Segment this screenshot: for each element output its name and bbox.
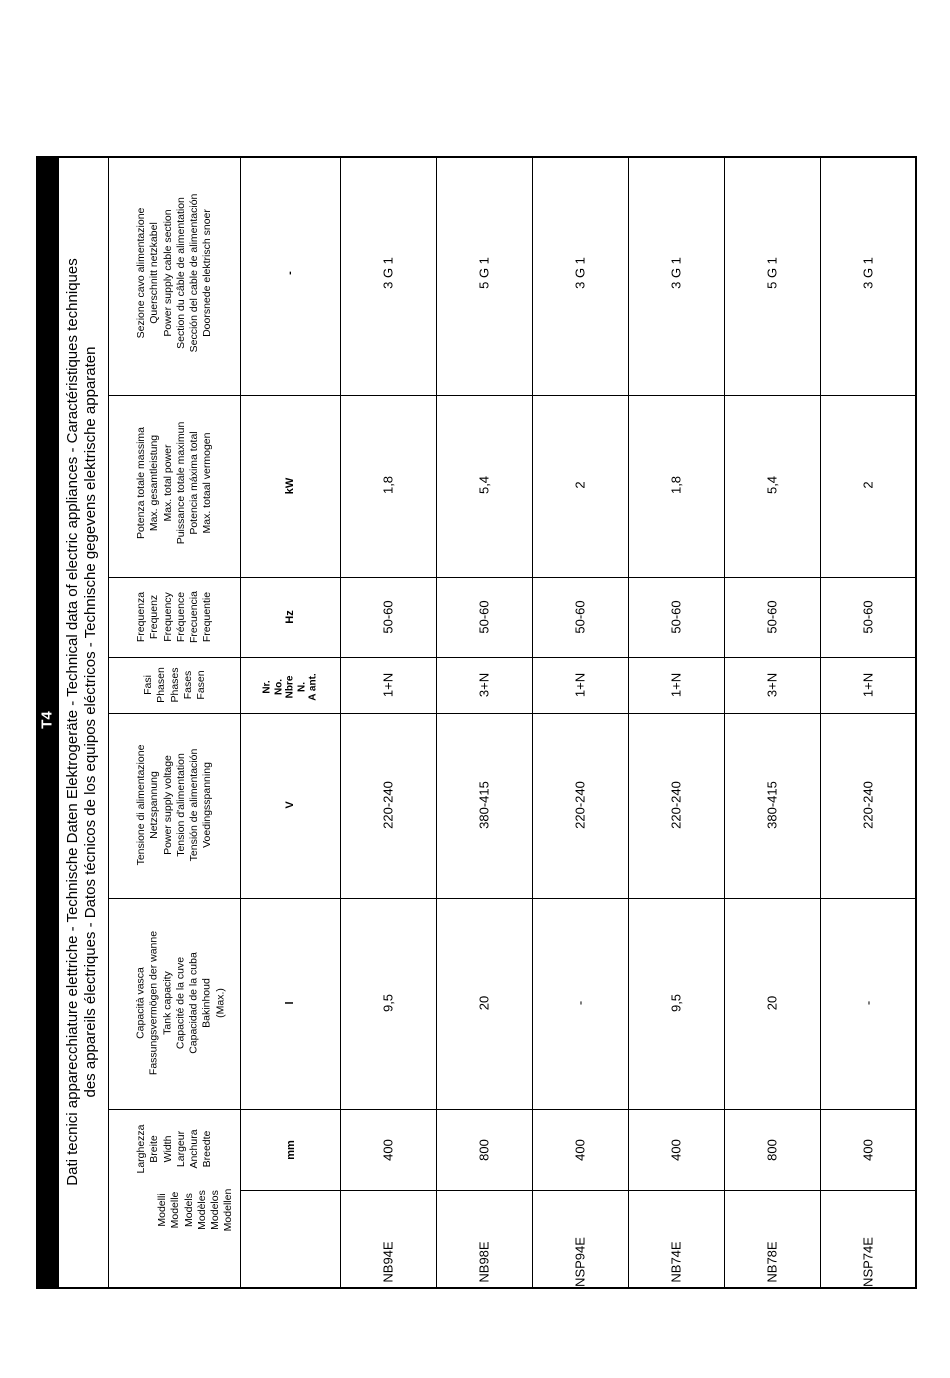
model-name: NB74E xyxy=(668,1241,684,1283)
cell-phases: 3+N xyxy=(764,672,780,698)
grid-line xyxy=(108,156,109,1289)
cell-power: 5,4 xyxy=(764,475,780,495)
header-voltage: Tensione di alimentazione Netzspannung Power supply voltage Tension d'alimentation Tensión de alimentación Voedingsspanning xyxy=(135,744,214,866)
cell-cable: 3 G 1 xyxy=(860,257,876,289)
cell-phases: 1+N xyxy=(380,672,396,698)
grid-line xyxy=(820,156,821,1289)
cell-width: 400 xyxy=(668,1139,684,1161)
header-power: Potenza totale massima Max. gesamtleistung Max. total power Puissance totale maximun Potencia máxima total Max. totaal vermogen xyxy=(135,421,214,545)
model-name: NB78E xyxy=(764,1241,780,1283)
cell-width: 400 xyxy=(860,1139,876,1161)
cell-tank: 9,5 xyxy=(668,993,684,1013)
cell-power: 1,8 xyxy=(668,475,684,495)
cell-voltage: 220-240 xyxy=(860,781,876,829)
grid-line xyxy=(108,713,917,714)
unit-power: kW xyxy=(284,477,296,495)
cell-phases: 1+N xyxy=(572,672,588,698)
cell-power: 2 xyxy=(572,481,588,489)
cell-cable: 3 G 1 xyxy=(380,257,396,289)
cell-frequency: 50-60 xyxy=(668,600,684,634)
grid-line xyxy=(340,156,341,1289)
cell-frequency: 50-60 xyxy=(860,600,876,634)
header-tank-capacity: Capacità vasca Fassungsvermögen der wanne Tank capacity Capacité de la cuve Capacidad de la cuba Bakinhoud (Max.) xyxy=(134,930,227,1076)
table-title-line-2: des appareils électriques - Datos técnicos de los equipos eléctricos - Technische gegevens elektrische apparaten xyxy=(82,346,99,1098)
cell-power: 5,4 xyxy=(476,475,492,495)
header-cable-section: Sezione cavo alimentazione Querschnitt netzkabel Power supply cable section Section du câble de alimentation Sección del cable de alimentación Doorsnede elektrisch snoer xyxy=(135,193,214,353)
unit-cable: - xyxy=(284,271,296,275)
cell-phases: 3+N xyxy=(476,672,492,698)
grid-line xyxy=(108,395,917,396)
header-phases: Fasi Phasen Phases Fases Fasen xyxy=(141,667,207,703)
cell-width: 400 xyxy=(572,1139,588,1161)
cell-tank: - xyxy=(572,1000,588,1006)
cell-power: 1,8 xyxy=(380,475,396,495)
table-title xyxy=(64,167,100,1277)
grid-line xyxy=(240,1190,917,1191)
unit-phases: Nr. No. Nbre N. A ant. xyxy=(261,673,319,701)
cell-phases: 1+N xyxy=(860,672,876,698)
header-frequency: Frequenza Frequenz Frequency Fréquence Frecuencia Frequentie xyxy=(135,591,214,643)
cell-frequency: 50-60 xyxy=(764,600,780,634)
cell-frequency: 50-60 xyxy=(476,600,492,634)
cell-cable: 5 G 1 xyxy=(764,257,780,289)
cell-voltage: 220-240 xyxy=(668,781,684,829)
table-title-line-1: Dati tecnici apparecchiature elettriche - Technische Daten Elektrogeräte - Technical data of electric appliances - Caractéristiques techniques xyxy=(64,258,81,1186)
grid-line xyxy=(628,156,629,1289)
cell-cable: 3 G 1 xyxy=(572,257,588,289)
cell-cable: 3 G 1 xyxy=(668,257,684,289)
cell-frequency: 50-60 xyxy=(380,600,396,634)
cell-frequency: 50-60 xyxy=(572,600,588,634)
unit-width: mm xyxy=(285,1140,297,1160)
cell-power: 2 xyxy=(860,481,876,489)
cell-width: 400 xyxy=(380,1139,396,1161)
unit-voltage: V xyxy=(284,801,296,809)
cell-width: 800 xyxy=(764,1139,780,1161)
unit-tank: l xyxy=(284,1001,296,1005)
cell-voltage: 220-240 xyxy=(572,781,588,829)
cell-voltage: 380-415 xyxy=(764,781,780,829)
cell-tank: - xyxy=(860,1000,876,1006)
cell-tank: 20 xyxy=(476,995,492,1011)
cell-tank: 20 xyxy=(764,995,780,1011)
grid-line xyxy=(240,156,241,1289)
model-name: NSP74E xyxy=(860,1237,876,1287)
model-name: NB98E xyxy=(476,1241,492,1283)
model-name: NSP94E xyxy=(572,1237,588,1287)
grid-line xyxy=(108,1109,917,1110)
table-id: T4 xyxy=(38,711,56,729)
cell-cable: 5 G 1 xyxy=(476,257,492,289)
grid-line xyxy=(108,577,917,578)
header-models: Modelli Modelle Models Modèles Modelos Modellen xyxy=(156,1188,235,1232)
model-name: NB94E xyxy=(380,1241,396,1283)
cell-tank: 9,5 xyxy=(380,993,396,1013)
cell-phases: 1+N xyxy=(668,672,684,698)
cell-voltage: 220-240 xyxy=(380,781,396,829)
grid-line xyxy=(724,156,725,1289)
grid-line xyxy=(108,898,917,899)
unit-frequency: Hz xyxy=(284,610,296,624)
cell-width: 800 xyxy=(476,1139,492,1161)
header-width: Larghezza Breite Width Largeur Anchura Breedte xyxy=(135,1124,214,1174)
cell-voltage: 380-415 xyxy=(476,781,492,829)
grid-line xyxy=(436,156,437,1289)
grid-line xyxy=(532,156,533,1289)
grid-line xyxy=(108,657,917,658)
